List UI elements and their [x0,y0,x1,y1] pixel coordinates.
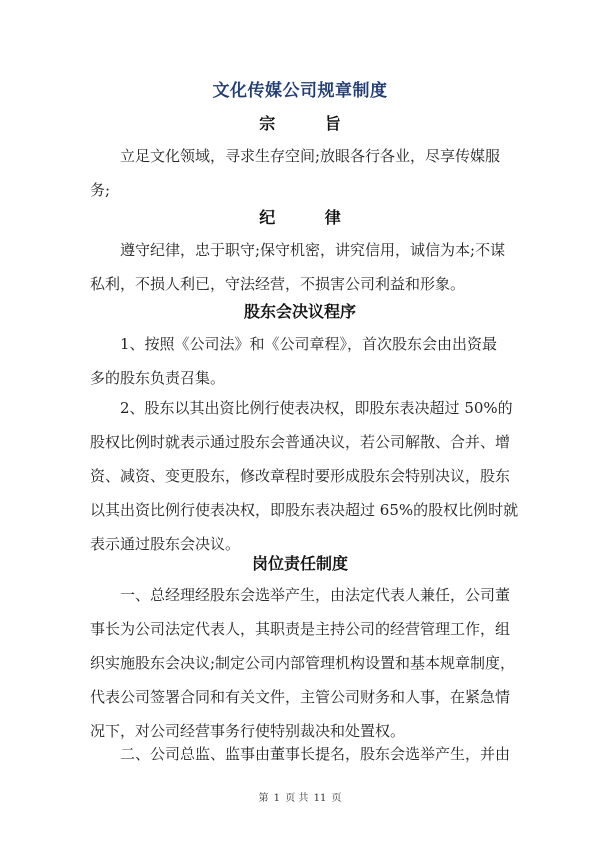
text-line: 私利，不损人利已，守法经营，不损害公司利益和形象。 [90,275,466,293]
text-line: 1、按照《公司法》和《公司章程》，首次股东会由出资最 [120,335,498,353]
text-line: 2、股东以其出资比例行使表决权，即股东表决超过 50%的 [120,399,513,417]
page-footer [0,789,600,804]
text-line: 况下，对公司经营事务行使特别裁决和处置权。 [90,722,406,740]
text-line: 务; [90,181,111,199]
paragraph-resolution-2 [90,391,520,561]
text-line: 以其出资比例行使表决权，即股东表决超过 65%的股权比例时就 [90,501,519,519]
section-heading-shareholder-resolution: 股东会决议程序 [243,302,356,321]
section-heading-purpose: 宗 旨 [259,114,363,133]
section-heading-discipline: 纪 律 [259,208,363,227]
footer-suffix: 页 [331,793,342,804]
text-line: 立足文化领域，寻求生存空间;放眼各行各业，尽享传媒服 [120,147,501,165]
footer-total-pages: 11 [313,793,327,804]
paragraph-responsibility-2 [90,737,520,771]
section-heading-job-responsibility: 岗位责任制度 [251,554,348,573]
paragraph-responsibility-1 [90,578,520,748]
text-line: 资、减资、变更股东，修改章程时要形成股东会特别决议，股东 [90,467,511,485]
document-title: 文化传媒公司规章制度 [212,81,388,101]
paragraph-resolution-1 [90,327,520,395]
footer-page-number: 1 [273,793,281,804]
footer-mid: 页 共 [285,793,309,804]
text-line: 表示通过股东会决议。 [90,535,241,553]
text-line: 多的股东负责召集。 [90,369,226,387]
text-line: 一、总经理经股东会选举产生，由法定代表人兼任，公司董 [120,586,511,604]
text-line: 事长为公司法定代表人，其职责是主持公司的经营管理工作，组 [90,620,511,638]
text-line: 二、公司总监、监事由董事长提名，股东会选举产生，并由 [120,745,511,763]
paragraph-discipline [90,233,520,301]
text-line: 股权比例时就表示通过股东会普通决议，若公司解散、合并、增 [90,433,511,451]
text-line: 代表公司签署合同和有关文件，主管公司财务和人事，在紧急情 [90,688,511,706]
text-line: 遵守纪律，忠于职守;保守机密，讲究信用，诚信为本;不谋 [120,241,506,259]
footer-prefix: 第 [258,793,269,804]
paragraph-purpose [90,139,520,207]
text-line: 织实施股东会决议;制定公司内部管理机构设置和基本规章制度， [90,654,516,672]
